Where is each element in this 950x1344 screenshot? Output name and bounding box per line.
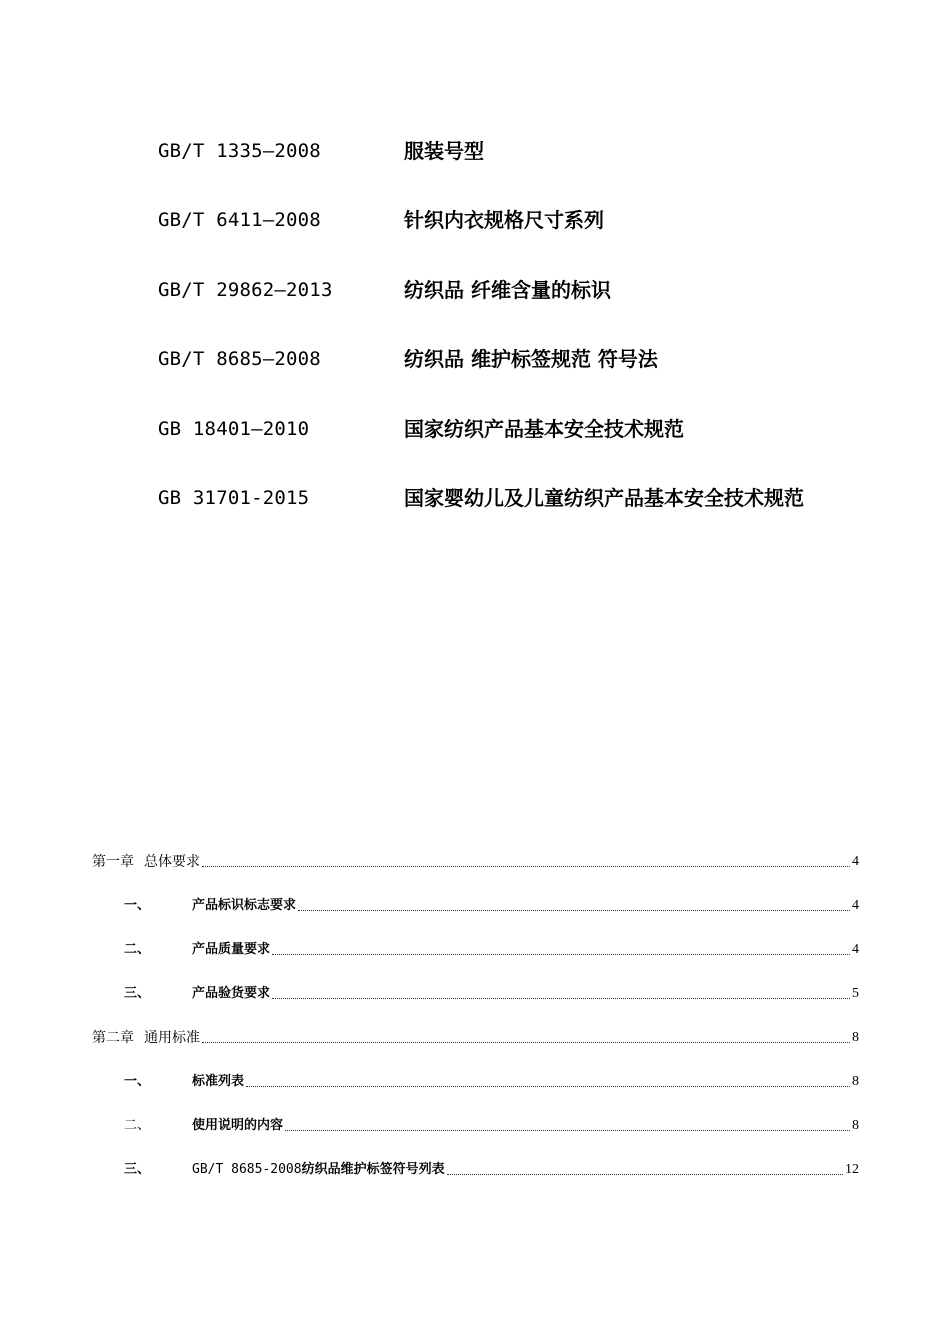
- toc-entry[interactable]: [124, 1114, 859, 1136]
- toc-leader: [202, 1041, 850, 1043]
- standard-row: [158, 136, 878, 166]
- toc-leader: [285, 1129, 850, 1131]
- toc-entry[interactable]: [124, 894, 859, 916]
- toc-chapter-number: 第一章: [92, 854, 134, 870]
- standard-row: [158, 483, 878, 513]
- toc-item-number: 二、: [124, 1118, 151, 1133]
- toc-title-code: [192, 1160, 302, 1180]
- toc-entry[interactable]: [124, 1070, 859, 1092]
- toc-page-number: 5: [852, 986, 859, 1001]
- toc-leader: [272, 953, 850, 955]
- toc-title: 产品标识标志要求: [192, 898, 297, 913]
- standard-code: GB 31701-2015: [158, 487, 310, 509]
- toc-page-number: 8: [852, 1074, 859, 1089]
- standard-row: [158, 344, 878, 374]
- toc-chapter-number: 第二章: [92, 1030, 134, 1046]
- standard-row: [158, 205, 878, 235]
- toc-title: 产品验货要求: [192, 986, 271, 1001]
- standard-name: 服装号型: [404, 139, 484, 163]
- toc-entry-chapter-1[interactable]: [92, 850, 859, 872]
- toc-item-number: 一、: [124, 898, 151, 913]
- toc-leader: [447, 1173, 843, 1175]
- toc-leader: [202, 865, 850, 867]
- toc-entry[interactable]: [124, 982, 859, 1004]
- toc-title: 总体要求: [144, 854, 200, 870]
- toc-page-number: 8: [852, 1118, 859, 1133]
- toc-title: 使用说明的内容: [192, 1118, 284, 1133]
- toc-page-number: 4: [852, 898, 859, 913]
- toc-entry[interactable]: [124, 938, 859, 960]
- toc-leader: [272, 997, 850, 999]
- toc-entry[interactable]: [124, 1158, 859, 1180]
- toc-item-number: 三、: [124, 986, 151, 1001]
- standard-code: GB/T 1335—2008: [158, 140, 321, 162]
- toc-page-number: 4: [852, 854, 859, 869]
- toc-entry-chapter-2[interactable]: [92, 1026, 859, 1048]
- toc-leader: [246, 1085, 850, 1087]
- toc-title: 产品质量要求: [192, 942, 271, 957]
- toc-item-number: 一、: [124, 1074, 151, 1089]
- standard-name: 纺织品 维护标签规范 符号法: [404, 347, 658, 371]
- toc-title: 标准列表: [192, 1074, 245, 1089]
- toc-item-number: 三、: [124, 1162, 151, 1177]
- standard-code: GB 18401—2010: [158, 418, 310, 440]
- standard-row: [158, 414, 878, 444]
- standard-code: GB/T 8685—2008: [158, 348, 321, 370]
- standard-name: 针织内衣规格尺寸系列: [404, 208, 604, 232]
- standard-name: 纺织品 纤维含量的标识: [404, 278, 611, 302]
- standard-row: [158, 275, 878, 305]
- standard-code: GB/T 29862—2013: [158, 279, 333, 301]
- standard-code: GB/T 6411—2008: [158, 209, 321, 231]
- toc-standard-code: GB/T 8685-2008: [192, 1162, 302, 1177]
- toc-title: 纺织品维护标签符号列表: [301, 1162, 445, 1177]
- toc-item-number: 二、: [124, 942, 151, 957]
- toc-page-number: 4: [852, 942, 859, 957]
- standard-name: 国家婴幼儿及儿童纺织产品基本安全技术规范: [404, 486, 804, 510]
- toc-title: 通用标准: [144, 1030, 200, 1046]
- toc-page-number: 12: [845, 1162, 859, 1177]
- toc-leader: [298, 909, 850, 911]
- standard-name: 国家纺织产品基本安全技术规范: [404, 417, 684, 441]
- toc-page-number: 8: [852, 1030, 859, 1045]
